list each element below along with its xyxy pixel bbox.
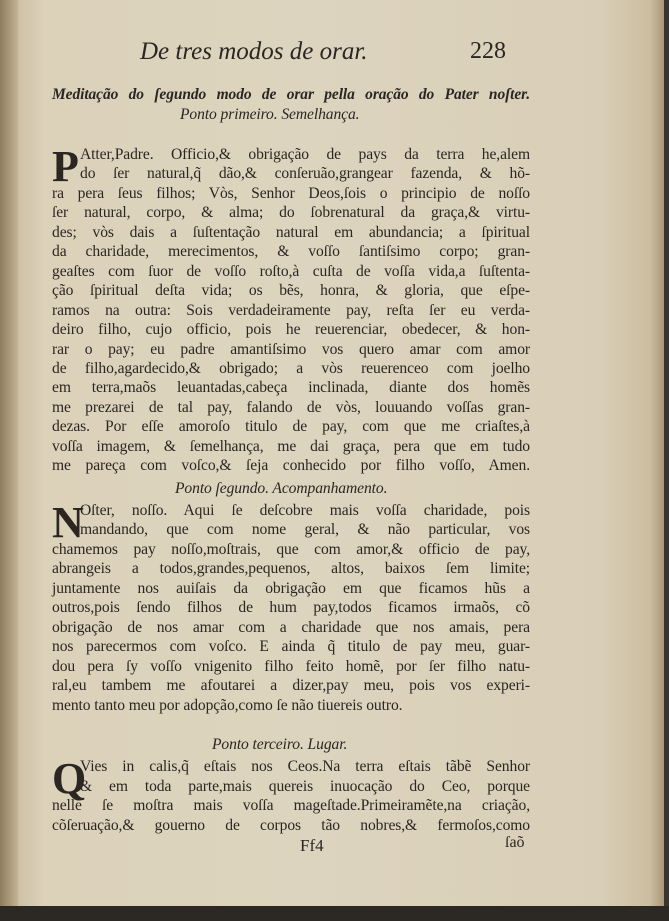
meditation-title: Meditação do ſegundo modo de orar pella oração do Pater noſter.: [52, 86, 530, 103]
text-line: des; vòs dais a ſuſtentação natural em abundancia; a ſpiritual: [52, 223, 530, 241]
text-line: do ſer natural,q̃ dão,& conſeruão,grangear fazenda, & hõ-: [80, 165, 530, 183]
text-line: de filho,agardecido,& obrigado; a vòs reuerenceo com joelho: [52, 359, 530, 377]
text-line: & em toda parte,mais quereis inuocação do Ceo, porque: [80, 777, 530, 795]
drop-cap: P: [52, 142, 79, 191]
text-line: Atter,Padre. Officio,& obrigação de pays da terra he,alem: [80, 146, 530, 163]
text-line: dezas. Por eſſe amoroſo titulo de pay, com que me criaſtes,à: [52, 418, 530, 436]
text-line: mandando, que com nome geral, & não particular, vos: [80, 521, 530, 539]
text-line: chamemos pay noſſo,moſtrais, que com amor,& officio de pay,: [52, 540, 530, 558]
text-line: ſer natural, corpo, & alma; do ſobrenatural da graça,& virtu-: [52, 204, 530, 222]
text-line: deiro filho, cujo officio, pois he reuerenciar, obedecer, & hon-: [52, 321, 530, 339]
text-line: me prezarei de tal pay, falando de vòs, louuando voſſas gran-: [52, 398, 530, 416]
text-line: obrigação de nos amar com a charidade que nos amais, pera: [52, 618, 530, 636]
text-line: juntamente nos auiſais da obrigação em que ficamos hũs a: [52, 579, 530, 597]
text-line: voſſa imagem, & ſemelhança, me dai graça, pera que em tudo: [52, 437, 530, 455]
text-line: cõſeruação,& gouerno de corpos tão nobres,& fermoſos,como: [52, 816, 530, 834]
text-line: geaſtes com ſuor de voſſo roſto,à cuſta de voſſa vida,a ſuſtenta-: [52, 262, 530, 280]
section-heading: Ponto ſegundo. Acompanhamento.: [175, 480, 388, 497]
text-line: Oſter, noſſo. Aqui ſe deſcobre mais voſſa charidade, pois: [80, 502, 530, 519]
text-line: outros,pois ſendo filhos de hum pay,todos ficamos irmaõs, cõ: [52, 599, 530, 617]
text-line: Vies in calis,q̃ eſtais nos Ceos.Na terra eſtais tãbẽ Senhor: [80, 758, 530, 775]
section-heading: Ponto primeiro. Semelhança.: [180, 106, 360, 123]
drop-cap: Q: [52, 754, 87, 803]
text-line: ramos na outra: Sois verdadeiramente pay, reſta ſer eu verda-: [52, 301, 530, 319]
text-line: ção ſpiritual deſta vida; os bẽs, honra, & gloria, que eſpe-: [52, 282, 530, 300]
catchword: ſaõ: [505, 834, 525, 851]
text-line: da charidade, merecimentos, & voſſo ſantiſsimo corpo; gran-: [52, 243, 530, 261]
page-number: 228: [470, 38, 506, 64]
text-line: rar o pay; eu padre amantiſsimo vos quero amar com amor: [52, 340, 530, 358]
text-line: nelle ſe moſtra mais voſſa mageſtade.Primeiramẽte,na criação,: [52, 797, 530, 815]
text-line: ral,eu tambem me afoutarei a dizer,pay meu, pois vos experi-: [52, 677, 530, 695]
text-line: me pareça com voſco,& ſeja conhecido por filho voſſo, Amen.: [52, 457, 530, 475]
signature-mark: Ff4: [300, 836, 324, 855]
text-line: nos parecermos com voſco. E ainda q̃ titulo de pay meu, guar-: [52, 638, 530, 656]
drop-cap: N: [52, 498, 84, 547]
text-line: em terra,maõs leuantadas,cabeça inclinada, diante dos homẽs: [52, 379, 530, 397]
section-heading: Ponto terceiro. Lugar.: [212, 736, 348, 753]
text-line: dou pera ſy voſſo vnigenito filho feito homẽ, por ſer filho natu-: [52, 657, 530, 675]
page-gutter: [0, 0, 18, 906]
text-line: abrangeis a todos,grandes,pequenos, altos, baixos ſem limite;: [52, 560, 530, 578]
scan-border: [0, 906, 669, 921]
text-line: ra pera ſeus filhos; Vòs, Senhor Deos,ſois o principio de noſſo: [52, 184, 530, 202]
text-line: mento tanto meu por adopção,como ſe não tiuereis outro.: [52, 696, 403, 714]
running-title: De tres modos de orar.: [140, 38, 368, 65]
